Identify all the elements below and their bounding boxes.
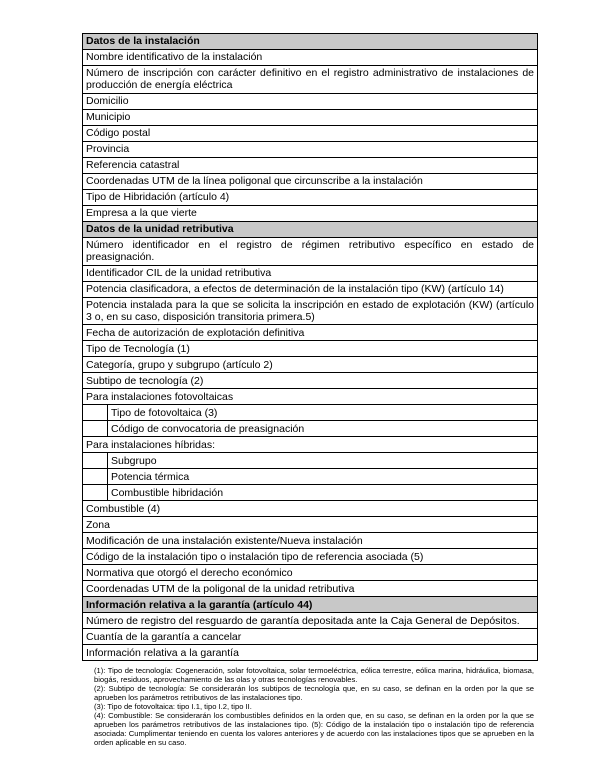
form-field-label: Coordenadas UTM de la poligonal de la unidad retributiva xyxy=(83,581,538,597)
form-field-label: Coordenadas UTM de la línea poligonal que circunscribe a la instalación xyxy=(83,173,538,189)
form-field-label: Combustible (4) xyxy=(83,501,538,517)
form-row xyxy=(83,157,538,173)
form-field-label: Tipo de Tecnología (1) xyxy=(83,341,538,357)
form-field-label: Tipo de fotovoltaica (3) xyxy=(108,405,538,421)
section-header: Información relativa a la garantía (artículo 44) xyxy=(83,597,538,613)
form-row xyxy=(83,501,538,517)
form-row xyxy=(83,173,538,189)
section-header-row xyxy=(83,597,538,613)
form-row xyxy=(83,237,538,265)
form-field-label: Municipio xyxy=(83,109,538,125)
form-row xyxy=(83,341,538,357)
form-field-label: Información relativa a la garantía xyxy=(83,645,538,661)
form-field-label: Número identificador en el registro de régimen retributivo específico en estado de preasignación. xyxy=(83,237,538,265)
form-field-label: Provincia xyxy=(83,141,538,157)
form-field-label: Cuantía de la garantía a cancelar xyxy=(83,629,538,645)
indent-cell xyxy=(83,469,108,485)
form-field-label: Código postal xyxy=(83,125,538,141)
form-row xyxy=(83,281,538,297)
form-row xyxy=(83,66,538,94)
footnote: (4): Combustible: Se considerarán los combustibles definidos en la orden que, en su caso, se definan en la orden por la que se aprueben los parámetros retributivos de las instalaciones tipo. (5): Código de la instalación tipo o instalación tipo de referencia asociada: Cumplimentar teniendo en cuenta los valores anteriores y de acuerdo con las instalaciones tipos que se aprueben en la orden aplicable en su caso. xyxy=(94,710,534,747)
form-row xyxy=(83,453,538,469)
form-row xyxy=(83,205,538,221)
form-field-label: Número de inscripción con carácter definitivo en el registro administrativo de instalaciones de producción de energía eléctrica xyxy=(83,66,538,94)
form-row xyxy=(83,109,538,125)
form-field-label: Tipo de Hibridación (artículo 4) xyxy=(83,189,538,205)
footnote: (1): Tipo de tecnología: Cogeneración, solar fotovoltaica, solar termoeléctrica, eólica terrestre, eólica marina, hidráulica, biomasa, biogás, residuos, aprovechamiento de las olas y otras tecnologías renovables. xyxy=(94,666,534,684)
form-field-label: Código de la instalación tipo o instalación tipo de referencia asociada (5) xyxy=(83,549,538,565)
form-row xyxy=(83,389,538,405)
form-field-label: Identificador CIL de la unidad retributiva xyxy=(83,265,538,281)
form-field-label: Para instalaciones fotovoltaicas xyxy=(83,389,538,405)
form-field-label: Empresa a la que vierte xyxy=(83,205,538,221)
form-field-label: Domicilio xyxy=(83,93,538,109)
form-row xyxy=(83,645,538,661)
form-field-label: Modificación de una instalación existente/Nueva instalación xyxy=(83,533,538,549)
form-field-label: Subtipo de tecnología (2) xyxy=(83,373,538,389)
form-field-label: Zona xyxy=(83,517,538,533)
form-row xyxy=(83,533,538,549)
form-row xyxy=(83,373,538,389)
form-row xyxy=(83,265,538,281)
section-header: Datos de la unidad retributiva xyxy=(83,221,538,237)
form-row xyxy=(83,581,538,597)
form-field-label: Para instalaciones híbridas: xyxy=(83,437,538,453)
indent-cell xyxy=(83,453,108,469)
form-row xyxy=(83,325,538,341)
section-header: Datos de la instalación xyxy=(83,34,538,50)
footnote: (2): Subtipo de tecnología: Se considerarán los subtipos de tecnología que, en su caso, se definan en la orden por la que se aprueben los parámetros retributivos de las instalaciones tipo. xyxy=(94,683,534,702)
form-row xyxy=(83,297,538,325)
form-field-label: Referencia catastral xyxy=(83,157,538,173)
form-row xyxy=(83,613,538,629)
form-row xyxy=(83,549,538,565)
form-field-label: Combustible hibridación xyxy=(108,485,538,501)
form-row xyxy=(83,565,538,581)
form-field-label: Fecha de autorización de explotación definitiva xyxy=(83,325,538,341)
footnotes xyxy=(94,667,534,748)
installation-form-table xyxy=(82,33,538,661)
form-row xyxy=(83,437,538,453)
form-field-label: Nombre identificativo de la instalación xyxy=(83,50,538,66)
form-field-label: Normativa que otorgó el derecho económico xyxy=(83,565,538,581)
indent-cell xyxy=(83,405,108,421)
indent-cell xyxy=(83,421,108,437)
form-row xyxy=(83,50,538,66)
form-row xyxy=(83,141,538,157)
form-row xyxy=(83,421,538,437)
form-field-label: Código de convocatoria de preasignación xyxy=(108,421,538,437)
form-field-label: Potencia instalada para la que se solicita la inscripción en estado de explotación (KW) (artículo 3 o, en su caso, disposición transitoria primera.5) xyxy=(83,297,538,325)
form-row xyxy=(83,125,538,141)
section-header-row xyxy=(83,221,538,237)
form-table-body xyxy=(83,34,538,661)
form-field-label: Potencia térmica xyxy=(108,469,538,485)
form-row xyxy=(83,93,538,109)
form-field-label: Potencia clasificadora, a efectos de determinación de la instalación tipo (KW) (artículo 14) xyxy=(83,281,538,297)
form-field-label: Número de registro del resguardo de garantía depositada ante la Caja General de Depósitos. xyxy=(83,613,538,629)
indent-cell xyxy=(83,485,108,501)
footnote: (3): Tipo de fotovoltaica: tipo I.1, tipo I.2, tipo II. xyxy=(94,701,252,711)
form-row xyxy=(83,405,538,421)
form-row xyxy=(83,485,538,501)
form-row xyxy=(83,189,538,205)
form-row xyxy=(83,629,538,645)
section-header-row xyxy=(83,34,538,50)
form-row xyxy=(83,357,538,373)
form-row xyxy=(83,517,538,533)
form-row xyxy=(83,469,538,485)
form-field-label: Categoría, grupo y subgrupo (artículo 2) xyxy=(83,357,538,373)
form-field-label: Subgrupo xyxy=(108,453,538,469)
